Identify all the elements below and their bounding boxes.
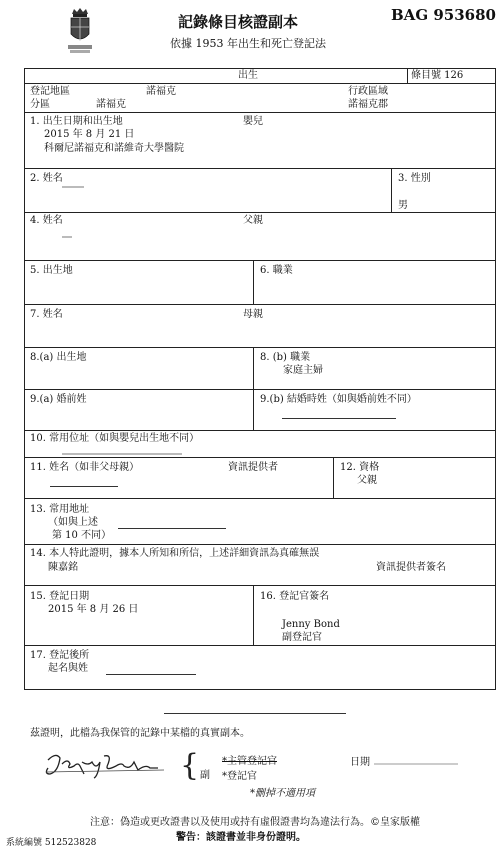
field-8a-label: 8.(a) 出生地 bbox=[30, 352, 87, 363]
registration-district-value: 諾福克 bbox=[146, 86, 176, 97]
field-9b-label: 9.(b) 結婚時姓（如與婚前姓不同） bbox=[260, 394, 417, 405]
field-2-label: 2. 姓名 bbox=[30, 173, 63, 184]
document-title: 記錄條目核證副本 bbox=[178, 13, 299, 31]
admin-area-label: 行政區域 bbox=[348, 86, 388, 97]
field-16-title: 副登記官 bbox=[282, 632, 322, 643]
role-superintendent-registrar: *主管登記官 bbox=[222, 756, 277, 767]
field-16-label: 16. 登記官簽名 bbox=[260, 591, 330, 602]
role-registrar: *登記官 bbox=[222, 771, 257, 782]
system-number: 系統編號 512523828 bbox=[6, 838, 97, 848]
field-10-label: 10. 常用位址（如與嬰兒出生地不同） bbox=[30, 433, 200, 444]
royal-crest-icon bbox=[66, 6, 94, 58]
field-8b-value: 家庭主婦 bbox=[283, 365, 323, 376]
certificate-serial: BAG 953680 bbox=[391, 6, 496, 24]
field-11-informant: 資訊提供者 bbox=[228, 462, 278, 473]
document-subtitle: 依據 1953 年出生和死亡登記法 bbox=[170, 37, 326, 50]
field-13-sub2: 第 10 不同） bbox=[52, 530, 112, 541]
field-5-label: 5. 出生地 bbox=[30, 265, 73, 276]
field-1-label: 1. 出生日期和出生地 bbox=[30, 116, 123, 127]
deputy-label: 副 bbox=[200, 770, 210, 781]
field-13-sub1: （如與上述 bbox=[48, 517, 98, 528]
field-9a-label: 9.(a) 婚前姓 bbox=[30, 394, 87, 405]
certification-statement: 茲證明，此檔為我保管的記錄中某檔的真實副本。 bbox=[30, 728, 250, 739]
field-7-label: 7. 姓名 bbox=[30, 309, 63, 320]
field-4-label: 4. 姓名 bbox=[30, 215, 63, 226]
field-13-label: 13. 常用地址 bbox=[30, 504, 90, 515]
field-14-label: 14. 本人特此證明，據本人所知和所信，上述詳細資訊為真確無誤 bbox=[30, 548, 320, 559]
field-16-name: Jenny Bond bbox=[282, 619, 340, 630]
left-brace-icon: { bbox=[180, 748, 200, 783]
delete-inapplicable-note: *刪掉不適用項 bbox=[250, 788, 315, 799]
field-15-label: 15. 登記日期 bbox=[30, 591, 90, 602]
field-4-father: 父親 bbox=[243, 215, 263, 226]
legal-caution: 注意：偽造或更改證書以及使用或持有虛假證書均為違法行為。©皇家版權 bbox=[90, 817, 420, 828]
admin-area-value: 諾福克郡 bbox=[348, 99, 388, 110]
legal-warning: 警告：該證書並非身份證明。 bbox=[176, 832, 306, 843]
field-12-value: 父親 bbox=[357, 475, 377, 486]
field-17-label: 17. 登記後所 bbox=[30, 650, 90, 661]
subdistrict-label: 分區 bbox=[30, 99, 50, 110]
field-14-signature-label: 資訊提供者簽名 bbox=[376, 562, 446, 573]
field-11-label: 11. 姓名（如非父母親） bbox=[30, 462, 140, 473]
field-1-place: 科爾尼諾福克和諾維奇大學醫院 bbox=[44, 143, 184, 154]
field-17-sub: 起名與姓 bbox=[48, 663, 88, 674]
field-15-value: 2015 年 8 月 26 日 bbox=[48, 604, 139, 615]
date-label: 日期 bbox=[350, 757, 370, 768]
field-1-date: 2015 年 8 月 21 日 bbox=[44, 129, 135, 140]
field-7-mother: 母親 bbox=[243, 309, 263, 320]
subdistrict-value: 諾福克 bbox=[96, 99, 126, 110]
entry-number: 條目號 126 bbox=[411, 70, 464, 81]
field-14-name: 陳嘉銘 bbox=[48, 562, 78, 573]
section-label-birth: 出生 bbox=[238, 70, 258, 81]
field-6-label: 6. 職業 bbox=[260, 265, 293, 276]
registration-district-label: 登記地區 bbox=[30, 86, 70, 97]
field-1-child: 嬰兒 bbox=[243, 116, 263, 127]
field-3-value: 男 bbox=[398, 200, 408, 211]
field-3-label: 3. 性別 bbox=[398, 173, 431, 184]
field-8b-label: 8. (b) 職業 bbox=[260, 352, 311, 363]
registrar-signature bbox=[38, 748, 168, 782]
field-12-label: 12. 資格 bbox=[340, 462, 380, 473]
